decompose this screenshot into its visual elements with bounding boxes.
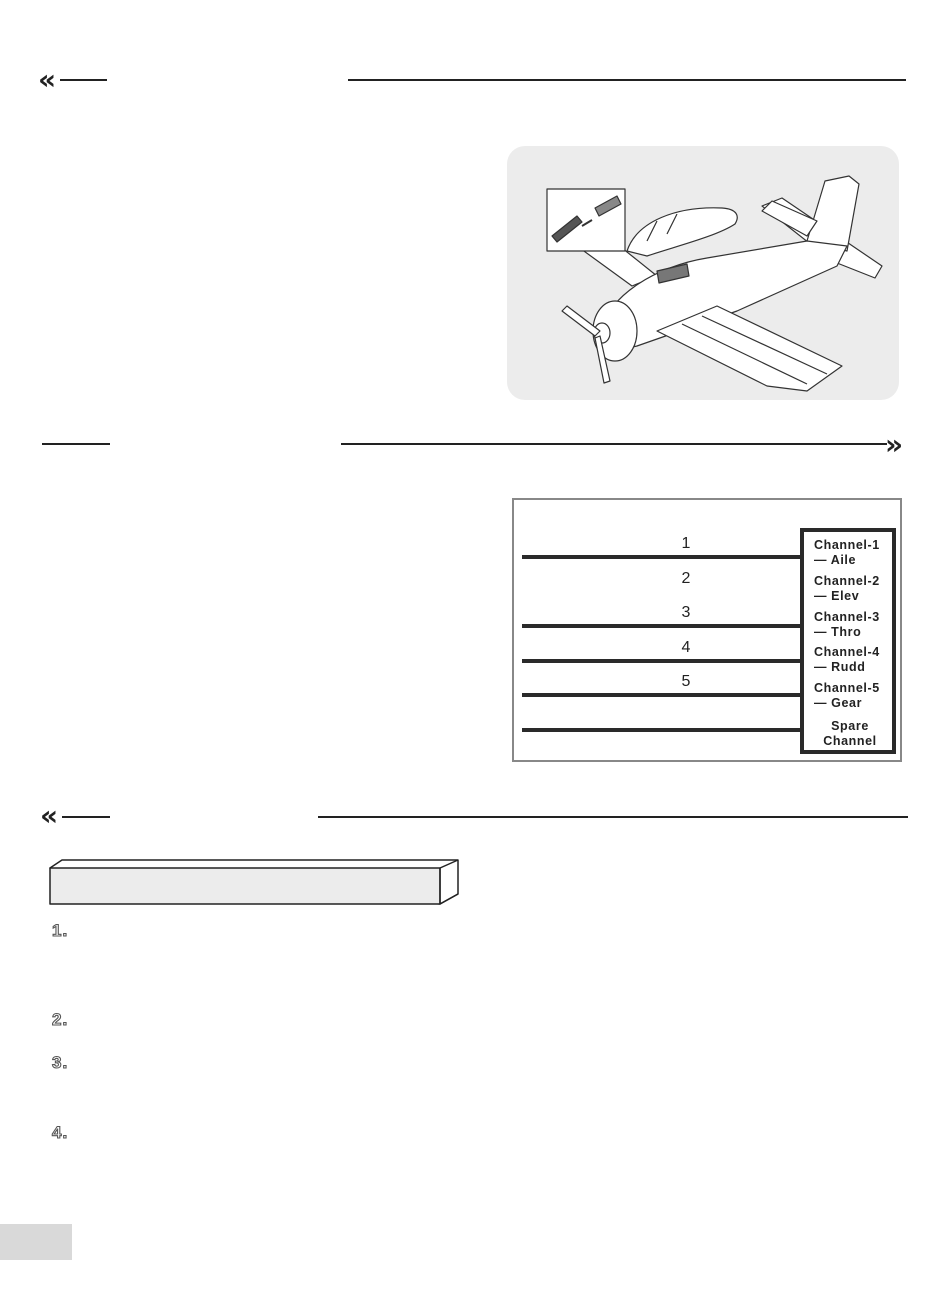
channel-3-wire: [522, 624, 802, 628]
step-2-number: 2.: [52, 1010, 69, 1029]
battery-install-illustration: [507, 146, 899, 400]
channel-1-label: [814, 538, 904, 568]
channel-3-label: [814, 610, 904, 640]
channel-4-number: 4: [681, 639, 691, 656]
channel-4-label: [814, 645, 904, 675]
channel-4-label-line2: — Rudd: [814, 660, 866, 674]
channel-5-wire: [522, 693, 802, 697]
channel-1-label-line1: Channel-1: [814, 538, 880, 552]
page-tab: [0, 1224, 72, 1260]
receiver-channel-diagram: [512, 498, 902, 762]
channel-5-number: 5: [681, 673, 691, 690]
section-3-short-rule: [62, 816, 110, 818]
channel-2-label: [814, 574, 904, 604]
double-chevron-right-icon: »: [885, 428, 898, 461]
section-1-short-rule: [60, 79, 107, 81]
airplane-drawing: [507, 146, 899, 400]
section-2-short-rule: [42, 443, 110, 445]
channel-2-label-line2: — Elev: [814, 589, 860, 603]
channel-2-label-line1: Channel-2: [814, 574, 880, 588]
spare-channel-wire: [522, 728, 802, 732]
channel-1-label-line2: — Aile: [814, 553, 857, 567]
channel-3-label-line1: Channel-3: [814, 610, 880, 624]
section-1-long-rule: [348, 79, 906, 81]
channel-1-wire: [522, 555, 802, 559]
channel-3-label-line2: — Thro: [814, 625, 862, 639]
double-chevron-left-icon: «: [38, 63, 51, 96]
step-4-number: 4.: [52, 1123, 69, 1142]
section-2-long-rule: [341, 443, 887, 445]
channel-4-label-line1: Channel-4: [814, 645, 880, 659]
double-chevron-left-icon: «: [40, 799, 53, 832]
channel-2-number: 2: [681, 570, 691, 587]
spare-channel-label-line2: Channel: [823, 734, 877, 748]
spare-channel-label: [814, 719, 886, 749]
section-3-long-rule: [318, 816, 908, 818]
channel-5-label-line1: Channel-5: [814, 681, 880, 695]
spare-channel-label-line1: Spare: [831, 719, 869, 733]
channel-5-label: [814, 681, 904, 711]
subsection-banner: [48, 858, 462, 908]
channel-5-label-line2: — Gear: [814, 696, 863, 710]
step-1-number: 1.: [52, 921, 69, 940]
channel-3-number: 3: [681, 604, 691, 621]
channel-1-number: 1: [681, 535, 691, 552]
step-3-number: 3.: [52, 1053, 69, 1072]
channel-4-wire: [522, 659, 802, 663]
